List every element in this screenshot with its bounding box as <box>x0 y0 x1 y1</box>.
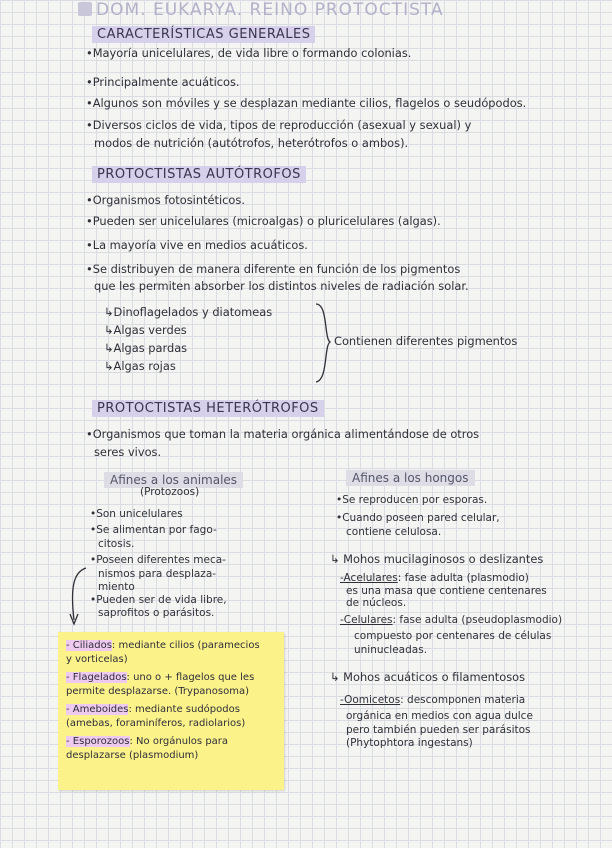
text-line: •Principalmente acuáticos. <box>86 75 240 89</box>
text-line: •Organismos fotosintéticos. <box>86 193 245 207</box>
column-head-animales: Afines a los animales <box>104 472 243 488</box>
text-line: •Se distribuyen de manera diferente en función de los pigmentos <box>86 262 461 276</box>
text-line: •Pueden ser de vida libre, <box>90 594 227 606</box>
sticky-note <box>58 632 284 790</box>
column-subhead: (Protozoos) <box>140 486 200 498</box>
note-line: - Ciliados: mediante cilios (paramecios <box>66 640 260 651</box>
column-head-hongos: Afines a los hongos <box>346 470 475 486</box>
text-line: de núcleos. <box>346 597 407 609</box>
text-line: •Se alimentan por fago- <box>90 524 217 536</box>
text-line: citosis. <box>98 538 135 550</box>
text-line: •Se reproducen por esporas. <box>336 494 488 506</box>
text-line: es una masa que contiene centenares <box>346 585 547 597</box>
text-line: miento <box>98 581 135 593</box>
text-line: pero también pueden ser parásitos <box>346 724 531 736</box>
text-line: seres vivos. <box>94 445 162 459</box>
text-line: modos de nutrición (autótrofos, heterótrofos o ambos). <box>94 136 409 150</box>
note-line: - Flagelados: uno o + flagelos que les <box>66 672 255 683</box>
subgroup-title: ↳ Mohos acuáticos o filamentosos <box>330 670 526 684</box>
heading-caracteristicas: CARACTERÍSTICAS GENERALES <box>92 26 315 43</box>
text-line: •Poseen diferentes meca- <box>90 554 226 566</box>
brace-icon <box>312 302 334 384</box>
text-line: orgánica en medios con agua dulce <box>346 710 533 722</box>
text-line: •Mayoría unicelulares, de vida libre o formando colonias. <box>86 46 412 60</box>
note-line: y vorticelas) <box>66 654 128 665</box>
note-line: desplazarse (plasmodium) <box>66 750 199 761</box>
group-item: ↳Dinoflagelados y diatomeas <box>104 305 273 319</box>
group-item: ↳Algas pardas <box>104 341 188 355</box>
note-line: - Ameboides: mediante sudópodos <box>66 704 240 715</box>
heading-heterotrofos: PROTOCTISTAS HETERÓTROFOS <box>92 400 324 417</box>
text-line: uninucleadas. <box>354 644 428 656</box>
text-line: que les permiten absorber los distintos niveles de radiación solar. <box>94 279 469 293</box>
text-line: saprofitos o parásitos. <box>98 607 215 619</box>
text-line: contiene celulosa. <box>346 526 442 538</box>
group-item: ↳Algas verdes <box>104 323 187 337</box>
text-line: •Pueden ser unicelulares (microalgas) o pluricelulares (algas). <box>86 214 441 228</box>
note-line: - Esporozoos: No orgánulos para <box>66 736 229 747</box>
curved-arrow-icon <box>66 566 90 630</box>
note-line: (amebas, foraminíferos, radiolarios) <box>66 718 246 729</box>
heading-autotrofos: PROTOCTISTAS AUTÓTROFOS <box>92 166 306 183</box>
text-line: (Phytophtora ingestans) <box>346 737 473 749</box>
text-line: •Son unicelulares <box>90 508 183 520</box>
text-line: •Diversos ciclos de vida, tipos de reproducción (asexual y sexual) y <box>86 118 472 132</box>
text-line: compuesto por centenares de células <box>354 630 552 642</box>
tape-icon <box>78 2 92 16</box>
text-line: nismos para desplaza- <box>98 568 217 580</box>
text-line: •La mayoría vive en medios acuáticos. <box>86 238 308 252</box>
text-line: •Algunos son móviles y se desplazan mediante cilios, flagelos o seudópodos. <box>86 96 527 110</box>
subgroup-title: ↳ Mohos mucilaginosos o deslizantes <box>330 552 544 566</box>
page-title: DOM. EUKARYA. REINO PROTOCTISTA <box>96 0 444 20</box>
text-line: •Cuando poseen pared celular, <box>336 512 500 524</box>
text-line: -Acelulares: fase adulta (plasmodio) <box>340 572 529 584</box>
text-line: •Organismos que toman la materia orgánica alimentándose de otros <box>86 427 480 441</box>
brace-label: Contienen diferentes pigmentos <box>334 334 518 348</box>
text-line: -Celulares: fase adulta (pseudoplasmodio) <box>340 614 563 626</box>
group-item: ↳Algas rojas <box>104 359 176 373</box>
text-line: -Oomicetos: descomponen materia <box>340 694 526 706</box>
note-line: permite desplazarse. (Trypanosoma) <box>66 686 249 697</box>
